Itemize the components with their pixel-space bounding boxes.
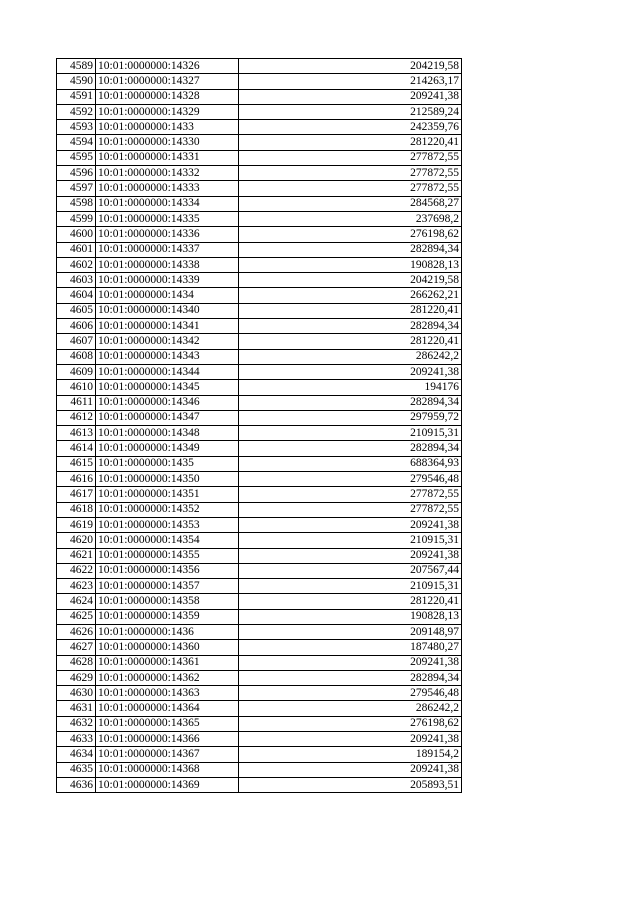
row-number-cell: 4608 — [57, 349, 96, 364]
value-cell: 282894,34 — [239, 441, 462, 456]
table-row — [57, 395, 462, 410]
cadastral-number-cell: 10:01:0000000:14359 — [96, 609, 239, 624]
value-cell: 209241,38 — [239, 517, 462, 532]
row-number-cell: 4632 — [57, 716, 96, 731]
row-number-cell: 4605 — [57, 303, 96, 318]
table-row — [57, 349, 462, 364]
value-cell: 237698,2 — [239, 211, 462, 226]
table-row — [57, 732, 462, 747]
cadastral-number-cell: 10:01:0000000:14363 — [96, 686, 239, 701]
value-cell: 279546,48 — [239, 686, 462, 701]
table-row — [57, 120, 462, 135]
cadastral-number-cell: 10:01:0000000:14337 — [96, 242, 239, 257]
cadastral-number-cell: 10:01:0000000:14342 — [96, 334, 239, 349]
value-cell: 209241,38 — [239, 732, 462, 747]
value-cell: 286242,2 — [239, 701, 462, 716]
row-number-cell: 4597 — [57, 181, 96, 196]
row-number-cell: 4593 — [57, 120, 96, 135]
table-row — [57, 334, 462, 349]
row-number-cell: 4629 — [57, 670, 96, 685]
table-row — [57, 288, 462, 303]
row-number-cell: 4595 — [57, 150, 96, 165]
cadastral-number-cell: 10:01:0000000:14355 — [96, 548, 239, 563]
value-cell: 277872,55 — [239, 166, 462, 181]
table-row — [57, 196, 462, 211]
value-cell: 210915,31 — [239, 579, 462, 594]
row-number-cell: 4601 — [57, 242, 96, 257]
value-cell: 242359,76 — [239, 120, 462, 135]
row-number-cell: 4596 — [57, 166, 96, 181]
cadastral-number-cell: 10:01:0000000:14352 — [96, 502, 239, 517]
value-cell: 205893,51 — [239, 777, 462, 792]
table-row — [57, 640, 462, 655]
value-cell: 277872,55 — [239, 150, 462, 165]
cadastral-number-cell: 10:01:0000000:14326 — [96, 59, 239, 74]
table-row — [57, 150, 462, 165]
cadastral-number-cell: 10:01:0000000:14350 — [96, 472, 239, 487]
table-row — [57, 227, 462, 242]
cadastral-number-cell: 10:01:0000000:1435 — [96, 456, 239, 471]
data-table — [56, 58, 462, 793]
cadastral-number-cell: 10:01:0000000:14330 — [96, 135, 239, 150]
row-number-cell: 4609 — [57, 364, 96, 379]
table-row — [57, 59, 462, 74]
row-number-cell: 4613 — [57, 426, 96, 441]
row-number-cell: 4633 — [57, 732, 96, 747]
value-cell: 209241,38 — [239, 364, 462, 379]
table-row — [57, 104, 462, 119]
value-cell: 204219,58 — [239, 273, 462, 288]
table-row — [57, 517, 462, 532]
cadastral-number-cell: 10:01:0000000:14356 — [96, 563, 239, 578]
table-row — [57, 594, 462, 609]
row-number-cell: 4622 — [57, 563, 96, 578]
cadastral-number-cell: 10:01:0000000:14365 — [96, 716, 239, 731]
cadastral-number-cell: 10:01:0000000:1436 — [96, 624, 239, 639]
cadastral-number-cell: 10:01:0000000:14366 — [96, 732, 239, 747]
value-cell: 190828,13 — [239, 609, 462, 624]
row-number-cell: 4626 — [57, 624, 96, 639]
table-row — [57, 410, 462, 425]
row-number-cell: 4635 — [57, 762, 96, 777]
row-number-cell: 4603 — [57, 273, 96, 288]
table-row — [57, 716, 462, 731]
cadastral-number-cell: 10:01:0000000:14335 — [96, 211, 239, 226]
row-number-cell: 4628 — [57, 655, 96, 670]
value-cell: 209241,38 — [239, 762, 462, 777]
table-row — [57, 380, 462, 395]
cadastral-number-cell: 10:01:0000000:14332 — [96, 166, 239, 181]
value-cell: 204219,58 — [239, 59, 462, 74]
row-number-cell: 4590 — [57, 74, 96, 89]
value-cell: 209241,38 — [239, 89, 462, 104]
row-number-cell: 4600 — [57, 227, 96, 242]
table-body — [57, 59, 462, 793]
value-cell: 279546,48 — [239, 472, 462, 487]
table-row — [57, 89, 462, 104]
cadastral-number-cell: 10:01:0000000:14341 — [96, 319, 239, 334]
row-number-cell: 4610 — [57, 380, 96, 395]
cadastral-number-cell: 10:01:0000000:14328 — [96, 89, 239, 104]
table-row — [57, 670, 462, 685]
cadastral-number-cell: 10:01:0000000:14353 — [96, 517, 239, 532]
table-row — [57, 548, 462, 563]
row-number-cell: 4631 — [57, 701, 96, 716]
row-number-cell: 4614 — [57, 441, 96, 456]
row-number-cell: 4624 — [57, 594, 96, 609]
row-number-cell: 4627 — [57, 640, 96, 655]
value-cell: 297959,72 — [239, 410, 462, 425]
value-cell: 281220,41 — [239, 135, 462, 150]
value-cell: 688364,93 — [239, 456, 462, 471]
table-row — [57, 487, 462, 502]
cadastral-number-cell: 10:01:0000000:14348 — [96, 426, 239, 441]
cadastral-number-cell: 10:01:0000000:14329 — [96, 104, 239, 119]
value-cell: 281220,41 — [239, 594, 462, 609]
row-number-cell: 4615 — [57, 456, 96, 471]
table-row — [57, 364, 462, 379]
value-cell: 209241,38 — [239, 548, 462, 563]
cadastral-number-cell: 10:01:0000000:14349 — [96, 441, 239, 456]
cadastral-number-cell: 10:01:0000000:14361 — [96, 655, 239, 670]
table-row — [57, 426, 462, 441]
table-row — [57, 533, 462, 548]
row-number-cell: 4612 — [57, 410, 96, 425]
value-cell: 207567,44 — [239, 563, 462, 578]
cadastral-number-cell: 10:01:0000000:14340 — [96, 303, 239, 318]
value-cell: 210915,31 — [239, 533, 462, 548]
row-number-cell: 4599 — [57, 211, 96, 226]
cadastral-number-cell: 10:01:0000000:14354 — [96, 533, 239, 548]
cadastral-number-cell: 10:01:0000000:14351 — [96, 487, 239, 502]
value-cell: 210915,31 — [239, 426, 462, 441]
table-row — [57, 319, 462, 334]
value-cell: 277872,55 — [239, 502, 462, 517]
row-number-cell: 4620 — [57, 533, 96, 548]
cadastral-number-cell: 10:01:0000000:14368 — [96, 762, 239, 777]
row-number-cell: 4616 — [57, 472, 96, 487]
table-row — [57, 624, 462, 639]
row-number-cell: 4634 — [57, 747, 96, 762]
row-number-cell: 4619 — [57, 517, 96, 532]
table-row — [57, 686, 462, 701]
value-cell: 209148,97 — [239, 624, 462, 639]
table-row — [57, 166, 462, 181]
value-cell: 276198,62 — [239, 227, 462, 242]
table-row — [57, 273, 462, 288]
value-cell: 281220,41 — [239, 303, 462, 318]
value-cell: 284568,27 — [239, 196, 462, 211]
value-cell: 277872,55 — [239, 487, 462, 502]
table-row — [57, 257, 462, 272]
row-number-cell: 4592 — [57, 104, 96, 119]
cadastral-number-cell: 10:01:0000000:14362 — [96, 670, 239, 685]
cadastral-number-cell: 10:01:0000000:14367 — [96, 747, 239, 762]
table-row — [57, 762, 462, 777]
table-row — [57, 701, 462, 716]
cadastral-number-cell: 10:01:0000000:14338 — [96, 257, 239, 272]
row-number-cell: 4589 — [57, 59, 96, 74]
cadastral-number-cell: 10:01:0000000:14336 — [96, 227, 239, 242]
table-row — [57, 456, 462, 471]
row-number-cell: 4606 — [57, 319, 96, 334]
value-cell: 214263,17 — [239, 74, 462, 89]
cadastral-number-cell: 10:01:0000000:14343 — [96, 349, 239, 364]
row-number-cell: 4591 — [57, 89, 96, 104]
row-number-cell: 4611 — [57, 395, 96, 410]
table-row — [57, 502, 462, 517]
value-cell: 282894,34 — [239, 242, 462, 257]
table-row — [57, 441, 462, 456]
row-number-cell: 4625 — [57, 609, 96, 624]
cadastral-number-cell: 10:01:0000000:14369 — [96, 777, 239, 792]
cadastral-number-cell: 10:01:0000000:14345 — [96, 380, 239, 395]
value-cell: 194176 — [239, 380, 462, 395]
row-number-cell: 4598 — [57, 196, 96, 211]
value-cell: 189154,2 — [239, 747, 462, 762]
cadastral-number-cell: 10:01:0000000:14364 — [96, 701, 239, 716]
table-row — [57, 181, 462, 196]
table-row — [57, 579, 462, 594]
value-cell: 282894,34 — [239, 395, 462, 410]
row-number-cell: 4594 — [57, 135, 96, 150]
table-row — [57, 655, 462, 670]
row-number-cell: 4621 — [57, 548, 96, 563]
cadastral-number-cell: 10:01:0000000:14360 — [96, 640, 239, 655]
value-cell: 190828,13 — [239, 257, 462, 272]
cadastral-number-cell: 10:01:0000000:1433 — [96, 120, 239, 135]
value-cell: 282894,34 — [239, 319, 462, 334]
row-number-cell: 4623 — [57, 579, 96, 594]
value-cell: 277872,55 — [239, 181, 462, 196]
cadastral-number-cell: 10:01:0000000:14327 — [96, 74, 239, 89]
table-row — [57, 747, 462, 762]
value-cell: 281220,41 — [239, 334, 462, 349]
row-number-cell: 4602 — [57, 257, 96, 272]
value-cell: 212589,24 — [239, 104, 462, 119]
row-number-cell: 4630 — [57, 686, 96, 701]
row-number-cell: 4617 — [57, 487, 96, 502]
value-cell: 286242,2 — [239, 349, 462, 364]
cadastral-number-cell: 10:01:0000000:14334 — [96, 196, 239, 211]
cadastral-number-cell: 10:01:0000000:14347 — [96, 410, 239, 425]
table-row — [57, 303, 462, 318]
value-cell: 187480,27 — [239, 640, 462, 655]
cadastral-number-cell: 10:01:0000000:14331 — [96, 150, 239, 165]
table-row — [57, 609, 462, 624]
cadastral-number-cell: 10:01:0000000:14333 — [96, 181, 239, 196]
table-row — [57, 777, 462, 792]
table-row — [57, 242, 462, 257]
table-row — [57, 563, 462, 578]
cadastral-number-cell: 10:01:0000000:14358 — [96, 594, 239, 609]
cadastral-number-cell: 10:01:0000000:14346 — [96, 395, 239, 410]
table-row — [57, 211, 462, 226]
row-number-cell: 4604 — [57, 288, 96, 303]
value-cell: 282894,34 — [239, 670, 462, 685]
row-number-cell: 4607 — [57, 334, 96, 349]
value-cell: 276198,62 — [239, 716, 462, 731]
table-row — [57, 472, 462, 487]
cadastral-number-cell: 10:01:0000000:14344 — [96, 364, 239, 379]
cadastral-number-cell: 10:01:0000000:1434 — [96, 288, 239, 303]
row-number-cell: 4618 — [57, 502, 96, 517]
cadastral-number-cell: 10:01:0000000:14357 — [96, 579, 239, 594]
row-number-cell: 4636 — [57, 777, 96, 792]
table-row — [57, 135, 462, 150]
table-row — [57, 74, 462, 89]
value-cell: 209241,38 — [239, 655, 462, 670]
value-cell: 266262,21 — [239, 288, 462, 303]
cadastral-number-cell: 10:01:0000000:14339 — [96, 273, 239, 288]
